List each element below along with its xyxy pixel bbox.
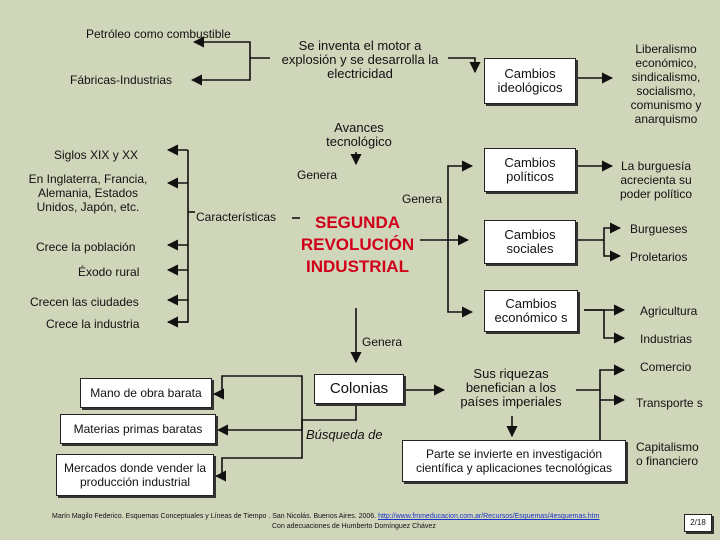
node-capitalismo: Capitalismo o financiero xyxy=(636,440,699,468)
node-agricultura: Agricultura xyxy=(640,304,698,318)
node-siglos: Siglos XIX y XX xyxy=(54,148,139,162)
node-inversion: Parte se invierte en investigación científica y aplicaciones tecnológicas xyxy=(402,440,626,482)
node-materias: Materias primas baratas xyxy=(60,414,216,444)
node-comercio: Comercio xyxy=(640,360,692,374)
node-ideologicos: Cambios ideológicos xyxy=(484,58,576,104)
label-genera-2: Genera xyxy=(402,192,443,206)
node-colonias: Colonias xyxy=(314,374,404,404)
node-proletarios: Proletarios xyxy=(630,250,688,264)
label-genera-1: Genera xyxy=(297,168,338,182)
node-riquezas: Sus riquezas benefician a los países imperiales xyxy=(460,366,562,409)
node-politicos: Cambios políticos xyxy=(484,148,576,192)
center-title: SEGUNDA REVOLUCIÓN INDUSTRIAL xyxy=(300,213,415,276)
page-number: 2/18 xyxy=(684,514,712,532)
node-paises: En Inglaterra, Francia, Alemania, Estados Unidos, Japón, etc. xyxy=(28,172,148,214)
node-fabricas: Fábricas-Industrias xyxy=(70,73,173,87)
node-industrias: Industrias xyxy=(640,332,693,346)
footer-citation-text: Marín Magilo Federico. Esquemas Conceptuales y Líneas de Tiempo . San Nicolás. Buenos Aires. 2006. xyxy=(52,513,377,520)
node-mano-obra: Mano de obra barata xyxy=(80,378,212,408)
node-motor: Se inventa el motor a explosión y se desarrolla la electricidad xyxy=(281,38,439,81)
node-exodo: Éxodo rural xyxy=(78,265,140,279)
node-burguesia: La burguesía acrecienta su poder político xyxy=(619,159,693,201)
node-mercados: Mercados donde vender la producción industrial xyxy=(56,454,214,496)
node-poblacion: Crece la población xyxy=(36,240,136,254)
footer-link[interactable]: http://www.fmmeducacion.com.ar/Recursos/Esquemas/4esquemas.htm xyxy=(378,513,600,520)
node-ciudades: Crecen las ciudades xyxy=(30,295,139,309)
node-liberalismo: Liberalismo económico, sindicalismo, socialismo, comunismo y anarquismo xyxy=(630,42,702,126)
node-avances: Avances tecnológico xyxy=(326,120,392,149)
node-industria: Crece la industria xyxy=(46,317,140,331)
node-busqueda: Búsqueda de xyxy=(306,427,383,442)
node-transporte: Transporte s xyxy=(636,396,703,410)
node-sociales: Cambios sociales xyxy=(484,220,576,264)
node-burgueses: Burgueses xyxy=(630,222,688,236)
footer-citation xyxy=(52,512,599,521)
node-petroleo: Petróleo como combustible xyxy=(86,27,231,41)
label-genera-3: Genera xyxy=(362,335,403,349)
node-economico: Cambios económico s xyxy=(484,290,578,332)
node-caracteristicas: Características xyxy=(196,210,277,224)
footer-adaptation: Con adecuaciones de Humberto Domínguez Chávez xyxy=(272,523,436,530)
